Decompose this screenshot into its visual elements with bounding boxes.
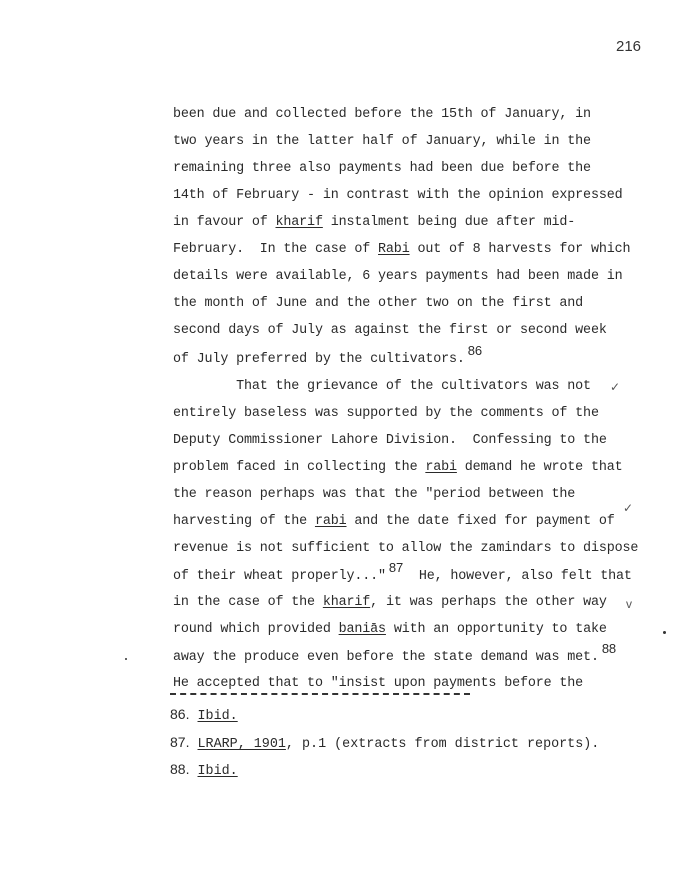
text-line	[173, 215, 575, 231]
text-line	[173, 514, 615, 530]
footnote-ref-88: 88	[601, 641, 616, 656]
footnote-86	[170, 706, 238, 725]
text-line: 14th of February - in contrast with the opinion expressed	[173, 188, 623, 203]
footnote-ref-86: 86	[467, 343, 482, 358]
text-line: revenue is not sufficient to allow the zamindars to dispose	[173, 541, 639, 556]
text-line	[173, 242, 630, 258]
term-rabi: rabi	[425, 460, 457, 475]
checkmark-icon: ✓	[610, 380, 621, 394]
text-span: in the case of the	[173, 595, 323, 610]
text-span: harvesting of the	[173, 514, 315, 529]
text-line	[173, 460, 623, 476]
text-span: problem faced in collecting the	[173, 460, 426, 475]
term-kharif: kharif	[275, 215, 323, 230]
text-span: of July preferred by the cultivators.	[173, 352, 465, 367]
text-line	[173, 343, 482, 368]
footnote-separator	[170, 693, 470, 695]
text-span: February. In the case of	[173, 242, 379, 257]
footnote-88	[170, 761, 238, 780]
text-line	[173, 641, 616, 666]
text-span: , it was perhaps the other way	[370, 595, 607, 610]
footnote-citation: Ibid.	[197, 709, 238, 724]
footnote-number: 88.	[170, 761, 190, 777]
text-span: He, however, also felt that	[403, 569, 632, 584]
text-line: the reason perhaps was that the "period between the	[173, 487, 576, 502]
term-banias: baniās	[338, 622, 386, 637]
text-span: instalment being due after mid-	[322, 215, 576, 230]
text-span: of their wheat properly..."	[173, 569, 386, 584]
text-line	[173, 560, 632, 585]
text-span: with an opportunity to take	[385, 622, 607, 637]
text-line	[173, 595, 607, 611]
text-span: out of 8 harvests for which	[409, 242, 631, 257]
text-line: been due and collected before the 15th of January, in	[173, 107, 591, 122]
text-line: the month of June and the other two on the first and	[173, 296, 584, 311]
text-line: remaining three also payments had been due before the	[173, 161, 591, 176]
footnote-ref-87: 87	[388, 560, 404, 575]
footnote-citation: LRARP, 1901	[197, 737, 286, 752]
footnote-text: , p.1 (extracts from district reports).	[285, 737, 600, 752]
text-line: second days of July as against the first or second week	[173, 323, 607, 338]
ink-dot-icon	[125, 658, 127, 660]
checkmark-icon: ✓	[623, 501, 634, 515]
text-line	[173, 622, 607, 638]
text-line: He accepted that to "insist upon payments before the	[173, 676, 584, 691]
text-line: That the grievance of the cultivators was not	[173, 379, 591, 394]
footnote-citation: Ibid.	[197, 764, 238, 779]
text-span: and the date fixed for payment of	[346, 514, 615, 529]
text-span: round which provided	[173, 622, 339, 637]
ink-dot-icon	[663, 631, 666, 634]
text-line: entirely baseless was supported by the comments of the	[173, 406, 599, 421]
text-span: demand he wrote that	[456, 460, 623, 475]
footnote-87	[170, 734, 599, 753]
footnote-number: 86.	[170, 706, 190, 722]
page-number: 216	[616, 38, 642, 55]
v-mark-icon: v	[626, 597, 632, 611]
text-span: in favour of	[173, 215, 276, 230]
text-line: two years in the latter half of January, while in the	[173, 134, 591, 149]
footnote-number: 87.	[170, 734, 190, 750]
term-rabi: rabi	[314, 514, 347, 529]
text-line: Deputy Commissioner Lahore Division. Confessing to the	[173, 433, 607, 448]
term-rabi: Rabi	[378, 242, 410, 257]
text-line: details were available, 6 years payments had been made in	[173, 269, 623, 284]
term-kharif: kharif	[322, 595, 371, 610]
text-span: away the produce even before the state demand was met.	[173, 650, 599, 665]
